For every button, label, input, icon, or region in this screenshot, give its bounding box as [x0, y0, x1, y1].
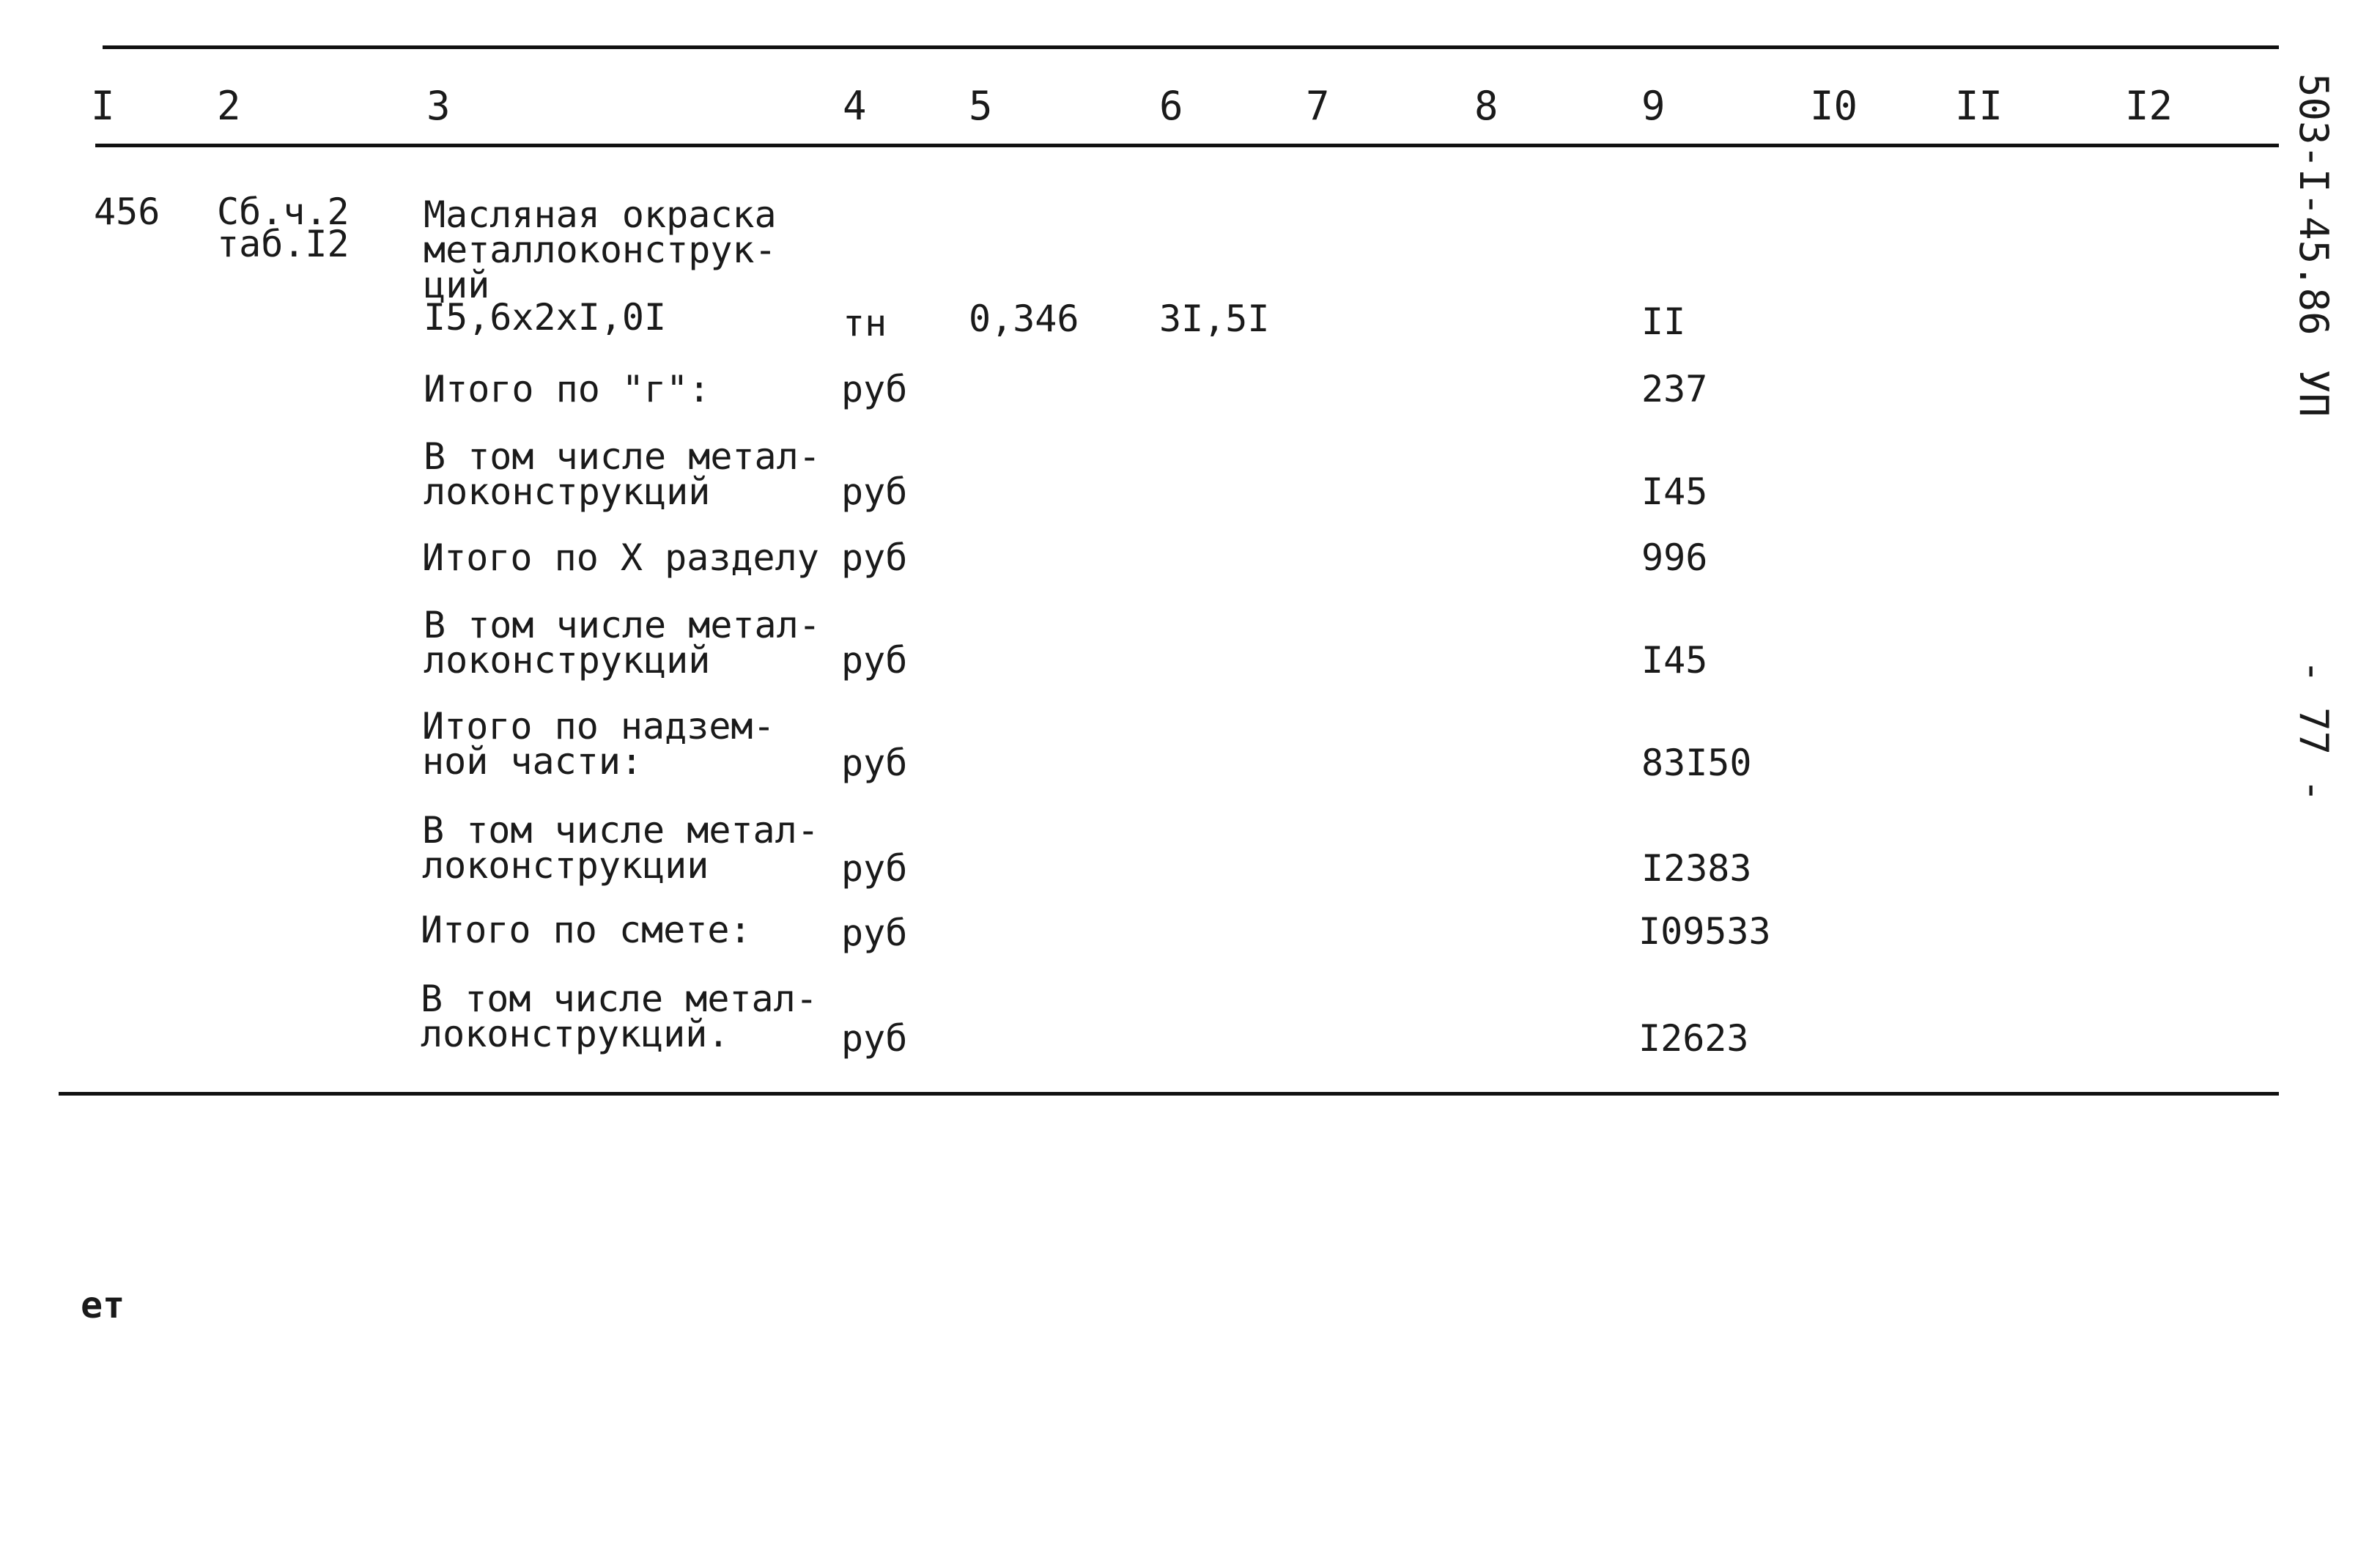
summary-row-1-label: Итого по "г": [424, 368, 711, 410]
summary-row-7-label: Итого по смете: [421, 909, 752, 951]
column-header-10: I0 [1810, 83, 1858, 129]
entry-unit: тн [843, 302, 887, 344]
summary-row-6-label-line-1: В том числе метал- [422, 809, 819, 852]
summary-row-2-value: I45 [1641, 470, 1708, 513]
entry-description-line-1: Масляная окраска [424, 193, 777, 236]
summary-row-8-unit: руб [841, 1017, 908, 1060]
entry-ref-line-1: Сб.ч.2 [217, 191, 350, 233]
column-header-3: 3 [426, 83, 451, 129]
summary-row-4-unit: руб [841, 639, 908, 682]
entry-size: I5,6x2xI,0I [424, 296, 667, 339]
summary-row-1-value: 237 [1641, 368, 1708, 410]
summary-row-8-label-line-1: В том числе метал- [421, 978, 818, 1020]
page-number: - 77 - [2291, 660, 2337, 803]
footer-mark: ет [81, 1284, 125, 1326]
summary-row-4-label-line-2: локонструкций [424, 639, 711, 682]
summary-row-6-value: I2383 [1641, 847, 1752, 890]
column-header-11: II [1955, 83, 2003, 129]
column-header-9: 9 [1641, 83, 1666, 129]
entry-column-9: II [1641, 300, 1686, 343]
summary-row-3-value: 996 [1641, 536, 1708, 579]
album-mark: УП [2291, 369, 2337, 418]
entry-column-6: 3I,5I [1159, 298, 1270, 340]
summary-row-2-unit: руб [841, 470, 908, 513]
header-rule [95, 144, 2279, 147]
summary-row-5-unit: руб [841, 742, 908, 784]
summary-row-7-unit: руб [841, 912, 908, 954]
column-header-1: I [91, 83, 115, 129]
summary-row-8-label-line-2: локонструкций. [421, 1013, 730, 1055]
summary-row-4-value: I45 [1641, 639, 1708, 682]
entry-description-line-3: ций [424, 264, 490, 306]
summary-row-6-unit: руб [841, 847, 908, 890]
column-header-8: 8 [1474, 83, 1498, 129]
column-header-2: 2 [217, 83, 241, 129]
summary-row-1-unit: руб [841, 368, 908, 410]
top-rule [103, 45, 2279, 49]
document-code: 503-I-45.86 [2291, 73, 2337, 336]
summary-row-2-label-line-1: В том числе метал- [424, 435, 821, 478]
summary-row-7-value: I09533 [1638, 910, 1771, 953]
column-header-6: 6 [1159, 83, 1183, 129]
summary-row-3-label: Итого по X разделу [422, 536, 819, 579]
summary-row-8-value: I2623 [1638, 1017, 1749, 1060]
summary-row-5-label-line-1: Итого по надзем- [422, 705, 775, 747]
entry-number: 456 [94, 191, 160, 233]
column-header-7: 7 [1306, 83, 1330, 129]
column-header-5: 5 [969, 83, 993, 129]
summary-row-5-label-line-2: ной части: [422, 740, 643, 783]
summary-row-4-label-line-1: В том числе метал- [424, 604, 821, 646]
entry-ref-line-2: таб.I2 [217, 223, 350, 265]
entry-column-5: 0,346 [969, 298, 1079, 340]
summary-row-2-label-line-2: локонструкций [424, 470, 711, 513]
summary-row-3-unit: руб [841, 536, 908, 579]
entry-description-line-2: металлоконструк- [424, 229, 777, 271]
column-header-12: I2 [2125, 83, 2173, 129]
summary-row-5-value: 83I50 [1641, 742, 1752, 784]
bottom-rule [59, 1092, 2279, 1096]
column-header-4: 4 [843, 83, 867, 129]
summary-row-6-label-line-2: локонструкции [422, 844, 709, 887]
